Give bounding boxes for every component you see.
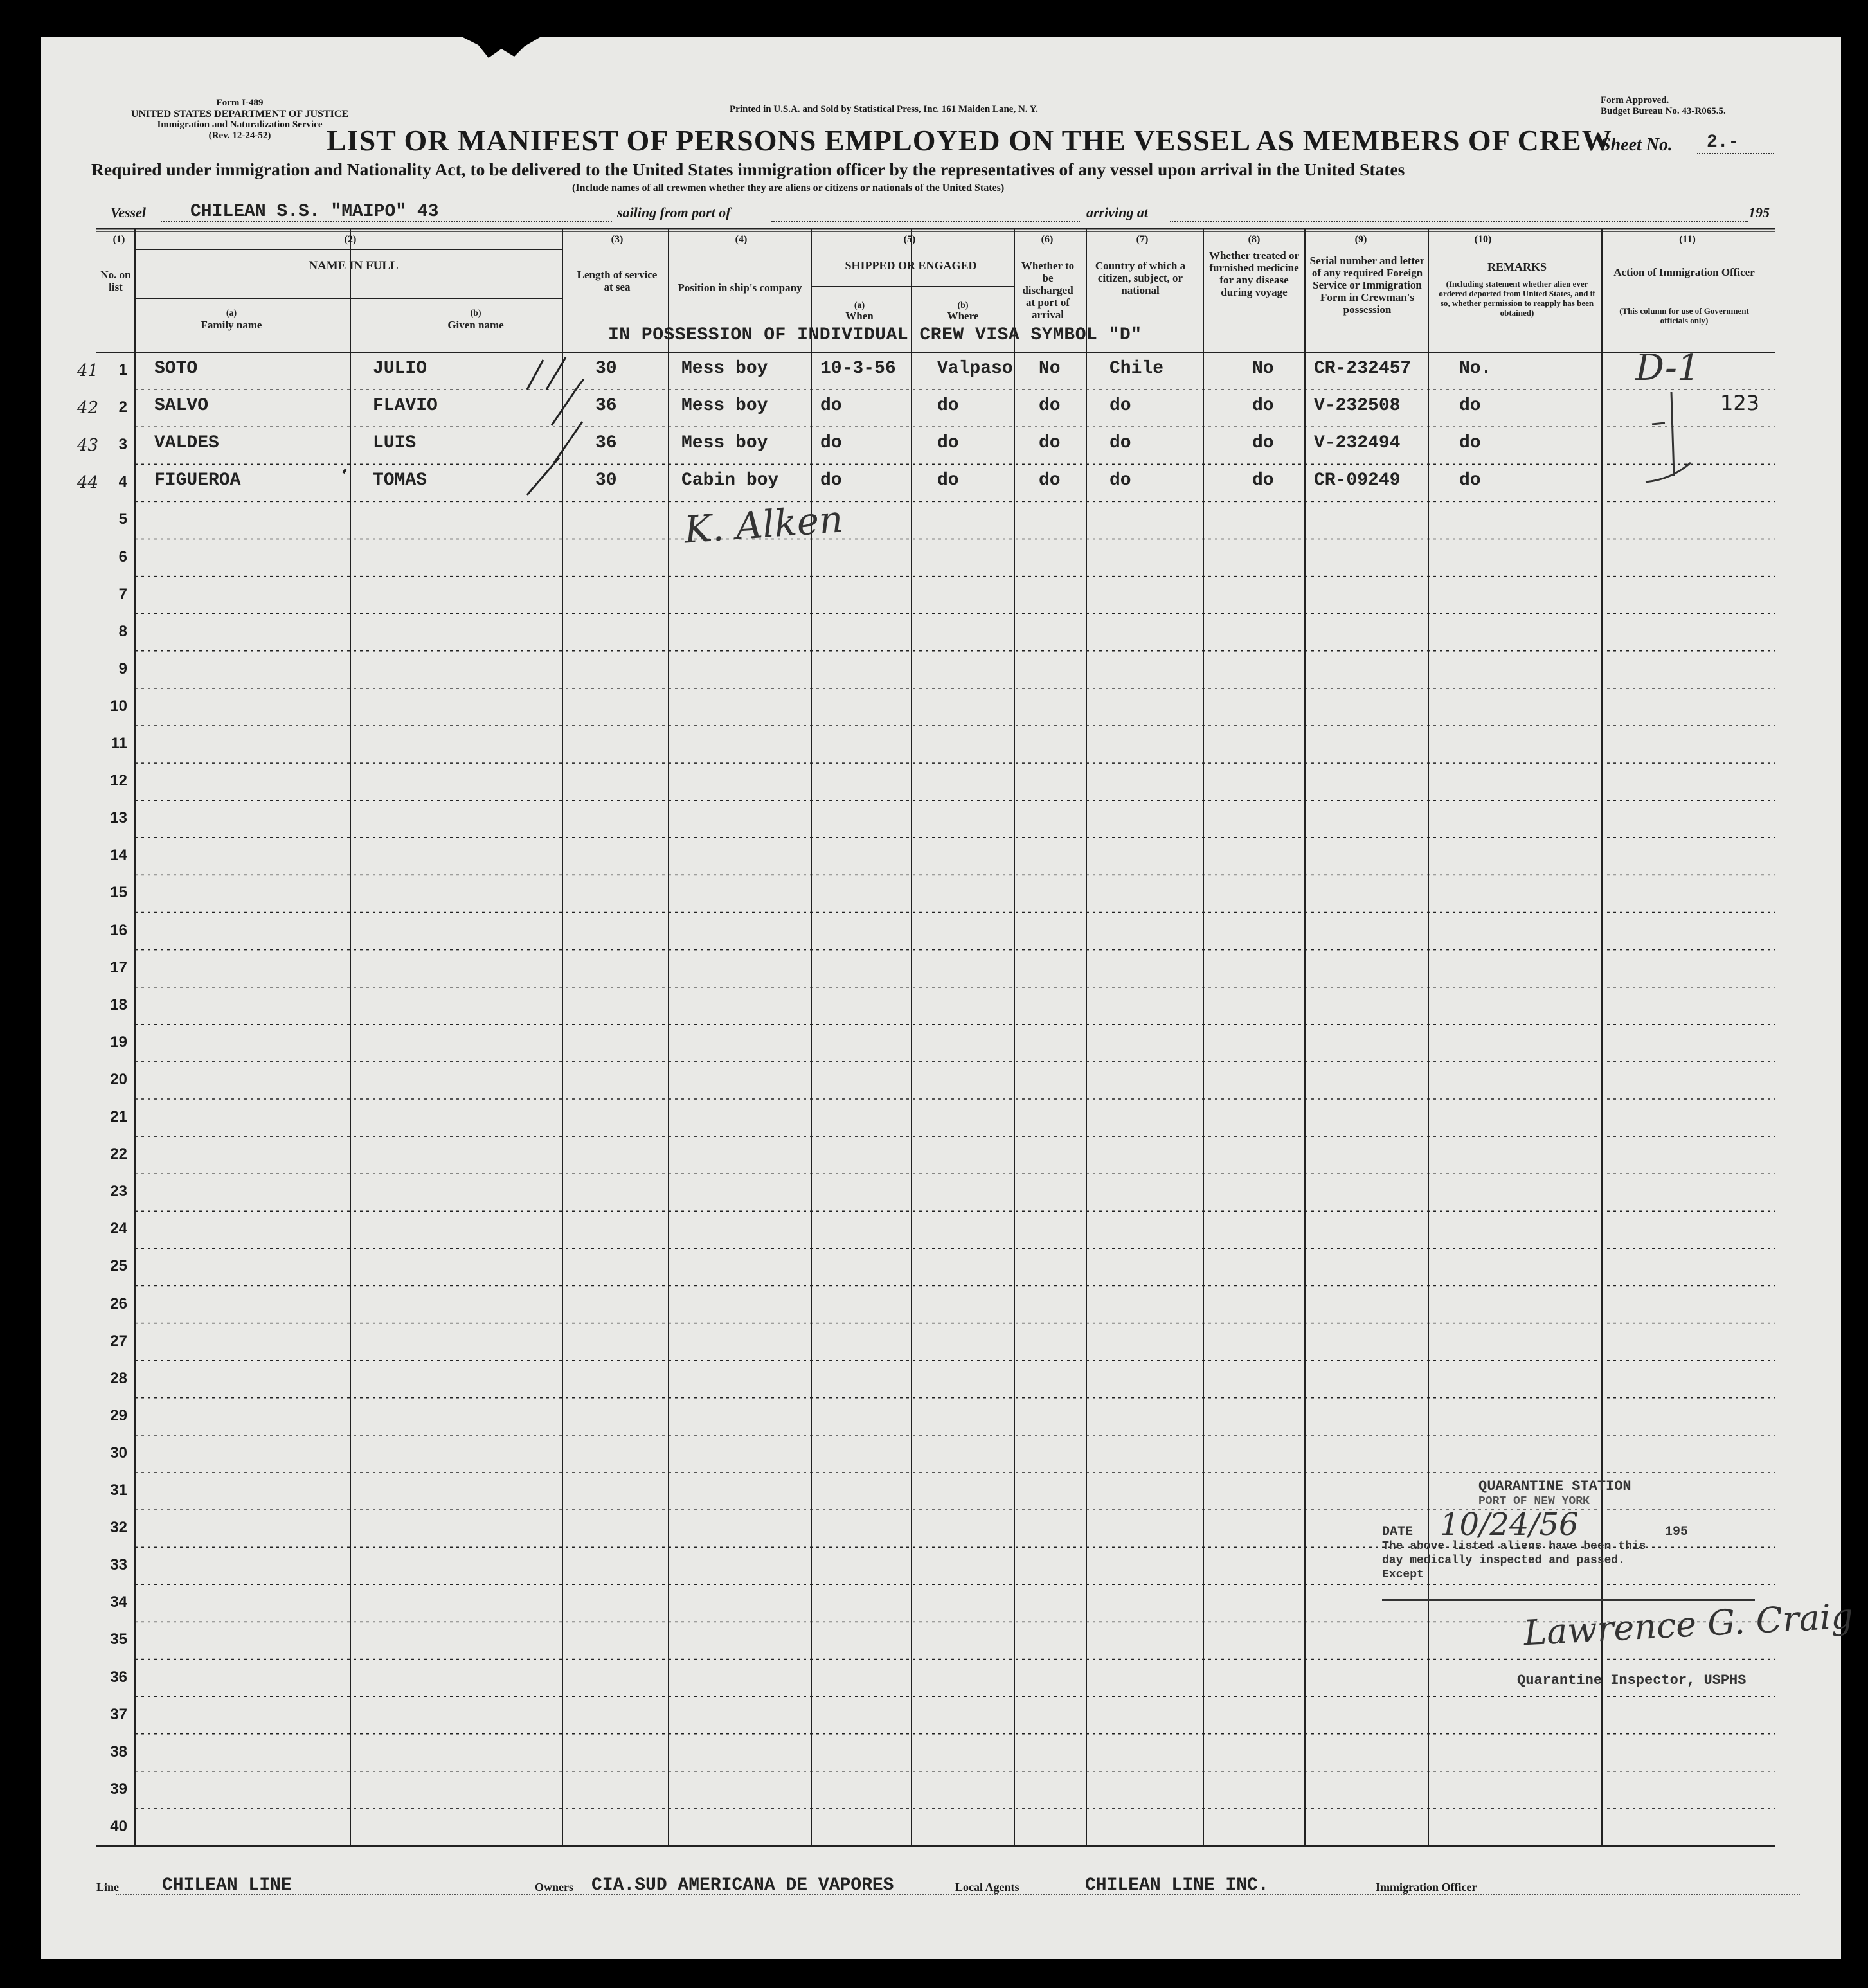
stamp-date-value: 10/24/56 [1440, 1507, 1579, 1543]
row-number: 10 [110, 697, 127, 715]
col-6-number: (6) [1041, 234, 1054, 245]
col-8-number: (8) [1248, 234, 1261, 245]
crew-cell-position: Mess boy [681, 433, 768, 454]
row-number: 5 [118, 510, 127, 528]
vessel-value: CHILEAN S.S. "MAIPO" 43 [190, 202, 439, 222]
row-number: 35 [110, 1631, 127, 1649]
crew-cell-discharged: do [1039, 433, 1061, 454]
stamp-station: QUARANTINE STATION [1478, 1478, 1631, 1494]
header-when: When [845, 310, 874, 322]
sailing-label: sailing from port of [617, 204, 731, 220]
header-when-letter: (a) [854, 301, 865, 310]
row-number: 16 [110, 921, 127, 939]
crew-cell-given: LUIS [373, 433, 417, 454]
header-shipped: SHIPPED OR ENGAGED [845, 259, 977, 272]
col-3-number: (3) [611, 234, 624, 245]
row-number: 29 [110, 1406, 127, 1424]
subtitle: Required under immigration and Nationality Act, to be delivered to the United States immigration officer by the representatives of any vessel upon arrival in the United States [91, 159, 1405, 179]
row-number: 17 [110, 958, 127, 976]
approved-label: Form Approved. [1601, 95, 1669, 105]
crew-cell-given: FLAVIO [373, 396, 438, 416]
stamp-signature: Lawrence G. Craig [1522, 1595, 1855, 1654]
row-number: 31 [110, 1482, 127, 1499]
crew-cell-length: 30 [595, 359, 617, 379]
row-number: 30 [110, 1444, 127, 1462]
row-number: 12 [110, 772, 127, 790]
row-number: 20 [110, 1070, 127, 1088]
crew-cell-serial: CR-09249 [1314, 470, 1401, 491]
header-treated: Whether treated or furnished medicine for any disease during voyage [1208, 249, 1300, 298]
crew-cell-when: do [820, 470, 842, 491]
row-number: 22 [110, 1145, 127, 1163]
crew-cell-discharged: No [1039, 359, 1061, 379]
col-4-number: (4) [735, 234, 748, 245]
footer-agents-label: Local Agents [955, 1881, 1019, 1894]
header-position: Position in ship's company [678, 282, 802, 294]
crew-cell-where: do [937, 396, 959, 416]
header-remarks: REMARKS [1487, 260, 1547, 273]
header-action: Action of Immigration Officer [1613, 266, 1755, 278]
crew-cell-position: Mess boy [681, 396, 768, 416]
crew-cell-family: VALDES [154, 433, 219, 454]
col-2-number: (2) [344, 234, 357, 245]
crew-cell-remarks: do [1459, 396, 1481, 416]
stamp-strike-line [1382, 1599, 1755, 1601]
sheet-value: 2.- [1707, 132, 1739, 152]
action-number: 123 [1720, 391, 1760, 415]
crew-cell-given: JULIO [373, 359, 427, 379]
row-number: 15 [110, 884, 127, 902]
row-number: 4 [118, 473, 127, 491]
crew-cell-country: do [1109, 470, 1131, 491]
stamp-inspector: Quarantine Inspector, USPHS [1517, 1672, 1747, 1688]
crew-cell-treated: No [1252, 359, 1274, 379]
crew-cell-remarks: No. [1459, 359, 1492, 379]
row-number: 11 [111, 735, 127, 752]
crew-cell-remarks: do [1459, 433, 1481, 454]
row-number: 39 [110, 1780, 127, 1798]
footer-owners-value: CIA.SUD AMERICANA DE VAPORES [591, 1876, 894, 1895]
crew-cell-family: SALVO [154, 396, 209, 416]
crew-cell-serial: V-232508 [1314, 396, 1401, 416]
col-7-number: (7) [1136, 234, 1149, 245]
crew-cell-when: 10-3-56 [820, 359, 896, 379]
stamp-date-label: DATE [1382, 1525, 1414, 1539]
header-where: Where [947, 310, 979, 322]
col-11-number: (11) [1679, 234, 1696, 245]
row-number: 26 [110, 1294, 127, 1312]
stamp-line3: Except [1382, 1568, 1424, 1581]
row-number: 1 [118, 361, 127, 379]
row-number: 32 [110, 1519, 127, 1537]
action-mark: D-1 [1635, 347, 1700, 389]
crew-list-number: 41 [77, 361, 99, 381]
stamp-port: PORT OF NEW YORK [1478, 1495, 1590, 1508]
crew-cell-family: FIGUEROA [154, 470, 241, 491]
row-number: 18 [110, 996, 127, 1014]
header-remarks-note: (Including statement whether alien ever ordered deported from United States, and if so, whether permission to reapply has been obtained) [1439, 279, 1595, 318]
footer-owners-label: Owners [535, 1881, 573, 1894]
crew-list-number: 44 [77, 473, 99, 493]
crew-cell-where: Valpaso [937, 359, 1013, 379]
position-signature: K. Alken [682, 497, 845, 552]
row-number: 14 [110, 846, 127, 864]
crew-cell-remarks: do [1459, 470, 1481, 491]
col-9-number: (9) [1354, 234, 1367, 245]
crew-cell-length: 30 [595, 470, 617, 491]
stamp-line1: The above listed aliens have been this [1382, 1540, 1646, 1553]
crew-cell-length: 36 [595, 433, 617, 454]
col-1-number: (1) [112, 234, 125, 245]
header-given-name: Given name [447, 319, 504, 331]
crew-cell-treated: do [1252, 433, 1274, 454]
vessel-label: Vessel [111, 204, 146, 220]
crew-cell-country: do [1109, 433, 1131, 454]
row-number: 9 [118, 659, 127, 677]
header-family-letter: (a) [226, 309, 237, 318]
row-number: 36 [110, 1668, 127, 1686]
service: Immigration and Naturalization Service [157, 120, 323, 130]
crew-cell-given: TOMAS [373, 470, 427, 491]
row-number: 21 [110, 1108, 127, 1125]
row-number: 13 [110, 809, 127, 827]
crew-cell-country: do [1109, 396, 1131, 416]
row-number: 33 [110, 1556, 127, 1574]
header-action-note: (This column for use of Government officials only) [1619, 306, 1749, 325]
crew-cell-treated: do [1252, 396, 1274, 416]
crew-cell-country: Chile [1109, 359, 1164, 379]
footer-line-value: CHILEAN LINE [162, 1876, 292, 1895]
header-discharged: Whether to be discharged at port of arrival [1021, 260, 1075, 321]
header-given-letter: (b) [470, 309, 481, 318]
crew-cell-when: do [820, 396, 842, 416]
footer-line [116, 1894, 1800, 1895]
row-number: 34 [110, 1593, 127, 1611]
header-family-name: Family name [201, 319, 262, 331]
budget-number: Budget Bureau No. 43-R065.5. [1601, 106, 1726, 116]
stamp-line2: day medically inspected and passed. [1382, 1554, 1626, 1567]
footer-line-label: Line [96, 1881, 120, 1894]
crew-cell-serial: CR-232457 [1314, 359, 1412, 379]
header-country: Country of which a citizen, subject, or national [1095, 260, 1186, 296]
arriving-label: arriving at [1086, 204, 1148, 220]
row-number: 19 [110, 1033, 127, 1051]
header-where-letter: (b) [957, 301, 969, 310]
crew-cell-length: 36 [595, 396, 617, 416]
row-number: 27 [110, 1332, 127, 1350]
crew-cell-family: SOTO [154, 359, 198, 379]
crew-cell-discharged: do [1039, 470, 1061, 491]
form-number: Form I-489 [216, 98, 264, 108]
action-bracket [1633, 386, 1710, 488]
footer-agents-value: CHILEAN LINE INC. [1085, 1876, 1269, 1895]
row-number: 3 [118, 436, 127, 454]
crew-cell-discharged: do [1039, 396, 1061, 416]
include-note: (Include names of all crewmen whether they are aliens or citizens or nationals of the United States) [572, 183, 1005, 193]
crew-cell-where: do [937, 433, 959, 454]
row-number: 40 [110, 1817, 127, 1835]
row-number: 2 [118, 398, 127, 416]
header-no-on-list: No. on list [100, 269, 131, 293]
row-number: 24 [110, 1220, 127, 1238]
year-label: 195 [1748, 204, 1770, 220]
crew-cell-position: Cabin boy [681, 470, 779, 491]
row-number: 8 [118, 622, 127, 640]
crew-list-number: 43 [77, 436, 99, 456]
header-serial: Serial number and letter of any required Foreign Service or Immigration Form in Crewman's possession [1309, 255, 1425, 316]
row-number: 23 [110, 1183, 127, 1201]
page-title: LIST OR MANIFEST OF PERSONS EMPLOYED ON THE VESSEL AS MEMBERS OF CREW [327, 124, 1612, 157]
col-10-number: (10) [1474, 234, 1492, 245]
printer-note: Printed in U.S.A. and Sold by Statistical Press, Inc. 161 Maiden Lane, N. Y. [730, 104, 1038, 114]
row-number: 38 [110, 1742, 127, 1760]
crew-list-number: 42 [77, 398, 99, 418]
crew-cell-where: do [937, 470, 959, 491]
crew-cell-position: Mess boy [681, 359, 768, 379]
row-number: 37 [110, 1705, 127, 1723]
crew-cell-serial: V-232494 [1314, 433, 1401, 454]
sheet-label: Sheet No. [1601, 135, 1673, 155]
row-number: 7 [118, 585, 127, 603]
header-name-in-full: NAME IN FULL [309, 259, 399, 273]
col-5-number: (5) [903, 234, 916, 245]
revision: (Rev. 12-24-52) [208, 130, 271, 141]
stamp-year: 195 [1665, 1525, 1689, 1539]
crew-cell-treated: do [1252, 470, 1274, 491]
visa-banner: IN POSSESSION OF INDIVIDUAL CREW VISA SYMBOL "D" [608, 325, 1142, 345]
footer-officer-label: Immigration Officer [1376, 1881, 1477, 1894]
crew-cell-when: do [820, 433, 842, 454]
department: UNITED STATES DEPARTMENT OF JUSTICE [130, 109, 349, 120]
row-number: 6 [118, 548, 127, 566]
header-length: Length of service at sea [577, 269, 658, 293]
row-number: 28 [110, 1369, 127, 1387]
quarantine-stamp [1369, 1478, 1855, 1697]
row-number: 25 [110, 1257, 127, 1275]
